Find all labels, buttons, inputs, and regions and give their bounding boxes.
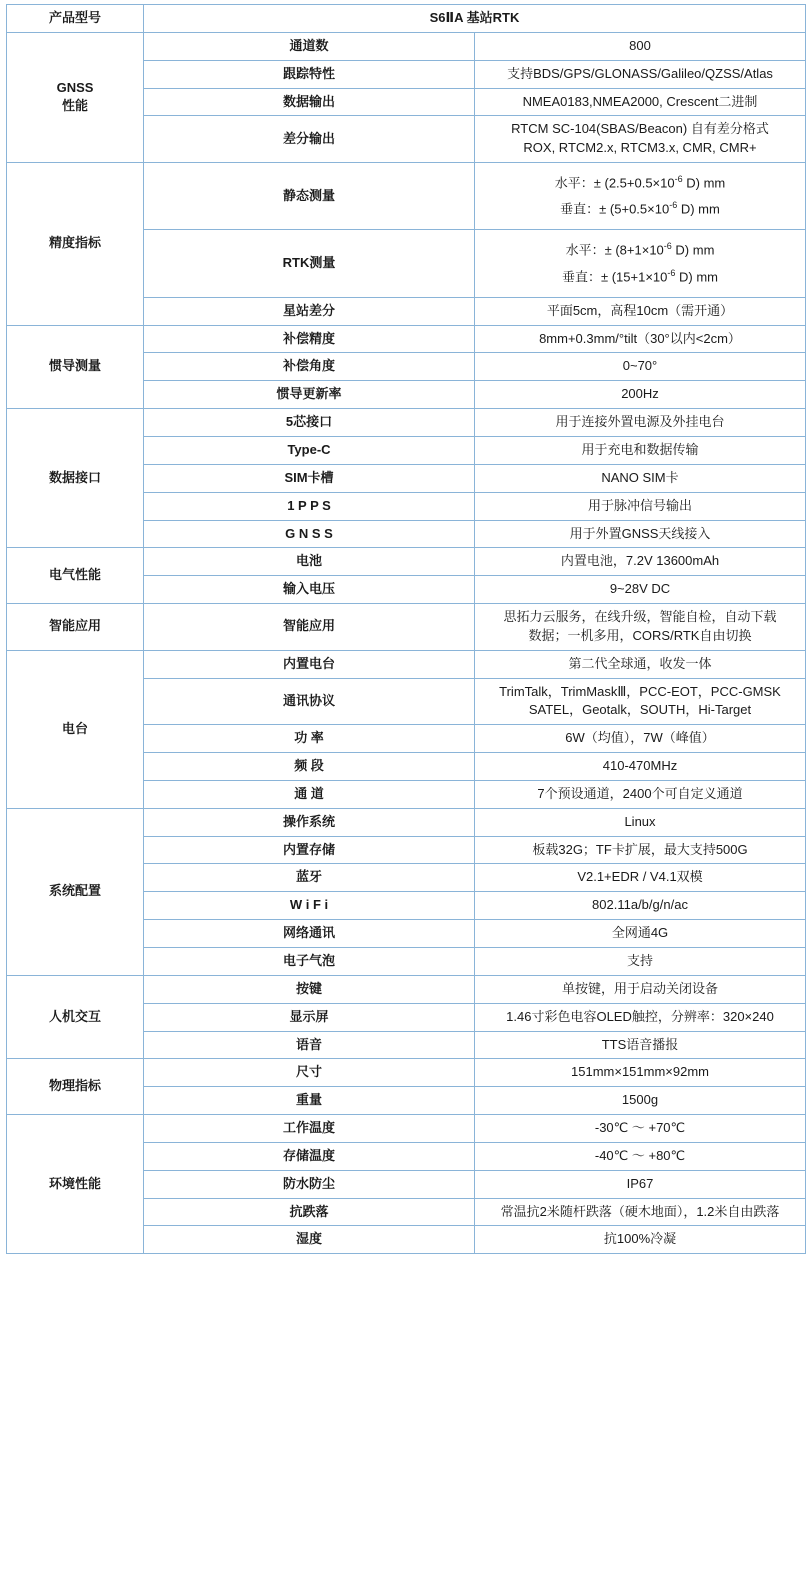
- value-cell: [475, 920, 806, 948]
- parameter-cell: 电池: [144, 548, 475, 576]
- value-line: 思拓力云服务，在线升级，智能自检，自动下载: [503, 609, 777, 625]
- value-cell: [475, 948, 806, 976]
- value-cell: [475, 975, 806, 1003]
- parameter-cell: 5芯接口: [144, 409, 475, 437]
- parameter-cell: 网络通讯: [144, 920, 475, 948]
- parameter-cell: 抗跌落: [144, 1198, 475, 1226]
- parameter-cell: 差分输出: [144, 116, 475, 163]
- value-line: V2.1+EDR / V4.1双模: [577, 869, 703, 885]
- parameter-cell: 湿度: [144, 1226, 475, 1254]
- value-cell: [475, 548, 806, 576]
- value-cell: [475, 32, 806, 60]
- product-spec-table: [6, 4, 806, 1254]
- parameter-cell: 显示屏: [144, 1003, 475, 1031]
- category-cell: [7, 1059, 144, 1115]
- value-cell: [475, 381, 806, 409]
- parameter-cell: 通道数: [144, 32, 475, 60]
- value-line: 用于充电和数据传输: [581, 441, 699, 457]
- category-cell: [7, 163, 144, 326]
- value-cell: [475, 297, 806, 325]
- value-cell: [475, 436, 806, 464]
- header-label-cell: 产品型号: [7, 5, 144, 33]
- value-cell: [475, 353, 806, 381]
- parameter-cell: RTK测量: [144, 230, 475, 297]
- value-line: NMEA0183,NMEA2000, Crescent二进制: [522, 93, 758, 109]
- parameter-cell: 语音: [144, 1031, 475, 1059]
- value-cell: [475, 1059, 806, 1087]
- category-cell: [7, 409, 144, 548]
- value-cell: [475, 409, 806, 437]
- value-cell: [475, 576, 806, 604]
- value-line: 0~70°: [622, 358, 658, 374]
- value-line: 第二代全球通，收发一体: [568, 655, 712, 671]
- parameter-cell: 内置电台: [144, 650, 475, 678]
- value-line: 数据；一机多用，CORS/RTK自由切换: [528, 627, 752, 643]
- value-line: IP67: [626, 1175, 654, 1191]
- parameter-cell: G N S S: [144, 520, 475, 548]
- parameter-cell: 内置存储: [144, 836, 475, 864]
- parameter-cell: 数据输出: [144, 88, 475, 116]
- category-line: 电气性能: [48, 567, 101, 583]
- parameter-cell: 补偿精度: [144, 325, 475, 353]
- header-model-cell: S6ⅡA 基站RTK: [144, 5, 806, 33]
- value-cell: [475, 753, 806, 781]
- parameter-cell: 静态测量: [144, 163, 475, 230]
- value-line: 内置电池，7.2V 13600mAh: [560, 553, 720, 569]
- category-cell: [7, 604, 144, 651]
- value-line: 用于连接外置电源及外挂电台: [555, 414, 725, 430]
- value-line: 抗100%冷凝: [603, 1231, 677, 1247]
- value-line: 单按键，用于启动关闭设备: [561, 980, 718, 996]
- value-line: ROX, RTCM2.x, RTCM3.x, CMR, CMR+: [523, 140, 757, 156]
- table-row: [7, 1115, 806, 1143]
- value-line: 800: [629, 37, 651, 53]
- value-cell: [475, 492, 806, 520]
- value-cell: [475, 604, 806, 651]
- category-cell: [7, 1115, 144, 1254]
- parameter-cell: 通 道: [144, 780, 475, 808]
- category-line: 人机交互: [48, 1008, 101, 1024]
- parameter-cell: 操作系统: [144, 808, 475, 836]
- value-line: 垂直：± ($15+1\times 10^{-6}$ D) mm: [561, 267, 719, 284]
- category-cell: [7, 975, 144, 1059]
- parameter-cell: 智能应用: [144, 604, 475, 651]
- category-cell: [7, 650, 144, 808]
- value-line: 板载32G；TF卡扩展，最大支持500G: [532, 841, 748, 857]
- table-row: [7, 604, 806, 651]
- value-cell: [475, 780, 806, 808]
- parameter-cell: 重量: [144, 1087, 475, 1115]
- value-line: 全网通4G: [611, 925, 669, 941]
- value-line: Linux: [624, 813, 656, 829]
- parameter-cell: 电子气泡: [144, 948, 475, 976]
- parameter-cell: SIM卡槽: [144, 464, 475, 492]
- value-line: SATEL，Geotalk，SOUTH，Hi-Target: [528, 702, 752, 718]
- category-line: 智能应用: [48, 618, 101, 634]
- category-line: 数据接口: [48, 469, 101, 485]
- value-line: TTS语音播报: [601, 1036, 679, 1052]
- value-cell: [475, 808, 806, 836]
- value-line: 平面5cm，高程10cm（需开通）: [546, 302, 734, 318]
- table-row: [7, 975, 806, 1003]
- value-cell: [475, 1198, 806, 1226]
- parameter-cell: W i F i: [144, 892, 475, 920]
- category-cell: [7, 548, 144, 604]
- value-cell: [475, 60, 806, 88]
- parameter-cell: 频 段: [144, 753, 475, 781]
- value-cell: [475, 725, 806, 753]
- value-line: 7个预设通道，2400个可自定义通道: [537, 785, 743, 801]
- value-line: 9~28V DC: [609, 581, 671, 597]
- category-cell: [7, 808, 144, 975]
- value-line: -40℃ ～ +80℃: [594, 1147, 686, 1163]
- value-cell: [475, 1003, 806, 1031]
- parameter-cell: 输入电压: [144, 576, 475, 604]
- category-line: 惯导测量: [48, 358, 101, 374]
- value-line: 151mm×151mm×92mm: [571, 1064, 709, 1080]
- category-line: 精度指标: [48, 235, 101, 251]
- parameter-cell: 1 P P S: [144, 492, 475, 520]
- parameter-cell: Type-C: [144, 436, 475, 464]
- value-line: 常温抗2米随杆跌落（硬木地面），1.2米自由跌落: [500, 1203, 780, 1219]
- value-line: 1.46寸彩色电容OLED触控，分辨率：320×240: [506, 1008, 774, 1024]
- value-line: TrimTalk，TrimMaskⅢ，PCC-EOT，PCC-GMSK: [499, 683, 781, 699]
- table-row: [7, 548, 806, 576]
- value-cell: [475, 1087, 806, 1115]
- parameter-cell: 惯导更新率: [144, 381, 475, 409]
- parameter-cell: 按键: [144, 975, 475, 1003]
- category-line: 电台: [61, 720, 88, 736]
- value-line: 410-470MHz: [602, 758, 678, 774]
- parameter-cell: 防水防尘: [144, 1170, 475, 1198]
- parameter-cell: 存储温度: [144, 1142, 475, 1170]
- parameter-cell: 功 率: [144, 725, 475, 753]
- table-row: [7, 163, 806, 230]
- value-line: 6W（均值），7W（峰值）: [565, 730, 715, 746]
- value-line: 水平：± ($2.5+0.5\times 10^{-6}$ D) mm: [554, 174, 726, 191]
- table-header-row: [7, 5, 806, 33]
- value-cell: [475, 163, 806, 230]
- value-line: 8mm+0.3mm/°tilt（30°以内<2cm）: [539, 330, 741, 346]
- value-cell: [475, 1031, 806, 1059]
- parameter-cell: 星站差分: [144, 297, 475, 325]
- spec-table-body: [7, 5, 806, 1254]
- parameter-cell: 工作温度: [144, 1115, 475, 1143]
- value-line: 水平：± ($8+1\times 10^{-6}$ D) mm: [565, 241, 715, 258]
- parameter-cell: 跟踪特性: [144, 60, 475, 88]
- table-row: [7, 650, 806, 678]
- category-line: 性能: [61, 98, 88, 114]
- value-line: NANO SIM卡: [601, 469, 679, 485]
- value-cell: [475, 464, 806, 492]
- value-line: 1500g: [621, 1092, 659, 1108]
- value-cell: [475, 836, 806, 864]
- value-cell: [475, 650, 806, 678]
- value-cell: [475, 520, 806, 548]
- value-cell: [475, 892, 806, 920]
- category-line: 物理指标: [48, 1078, 101, 1094]
- table-row: [7, 32, 806, 60]
- category-cell: [7, 325, 144, 409]
- parameter-cell: 通讯协议: [144, 678, 475, 725]
- value-line: 200Hz: [621, 386, 659, 402]
- value-cell: [475, 88, 806, 116]
- value-line: RTCM SC-104(SBAS/Beacon) 自有差分格式: [511, 121, 769, 137]
- category-cell: [7, 32, 144, 162]
- table-row: [7, 808, 806, 836]
- value-cell: [475, 1170, 806, 1198]
- value-cell: [475, 864, 806, 892]
- category-line: 系统配置: [48, 883, 101, 899]
- value-cell: [475, 1142, 806, 1170]
- table-row: [7, 325, 806, 353]
- value-line: 802.11a/b/g/n/ac: [592, 897, 688, 913]
- parameter-cell: 蓝牙: [144, 864, 475, 892]
- category-line: 环境性能: [48, 1175, 101, 1191]
- table-row: [7, 1059, 806, 1087]
- value-cell: [475, 116, 806, 163]
- value-line: 支持: [626, 953, 653, 968]
- table-row: [7, 409, 806, 437]
- value-cell: [475, 678, 806, 725]
- value-line: 垂直：± ($5+0.5\times 10^{-6}$ D) mm: [560, 200, 720, 217]
- value-cell: [475, 1226, 806, 1254]
- value-line: 用于脉冲信号输出: [587, 497, 692, 513]
- parameter-cell: 补偿角度: [144, 353, 475, 381]
- category-line: GNSS: [56, 79, 94, 95]
- value-line: 用于外置GNSS天线接入: [569, 525, 711, 541]
- value-cell: [475, 325, 806, 353]
- value-cell: [475, 230, 806, 297]
- value-line: 支持BDS/GPS/GLONASS/Galileo/QZSS/Atlas: [507, 65, 773, 81]
- value-line: -30℃ ～ +70℃: [594, 1120, 686, 1136]
- value-cell: [475, 1115, 806, 1143]
- parameter-cell: 尺寸: [144, 1059, 475, 1087]
